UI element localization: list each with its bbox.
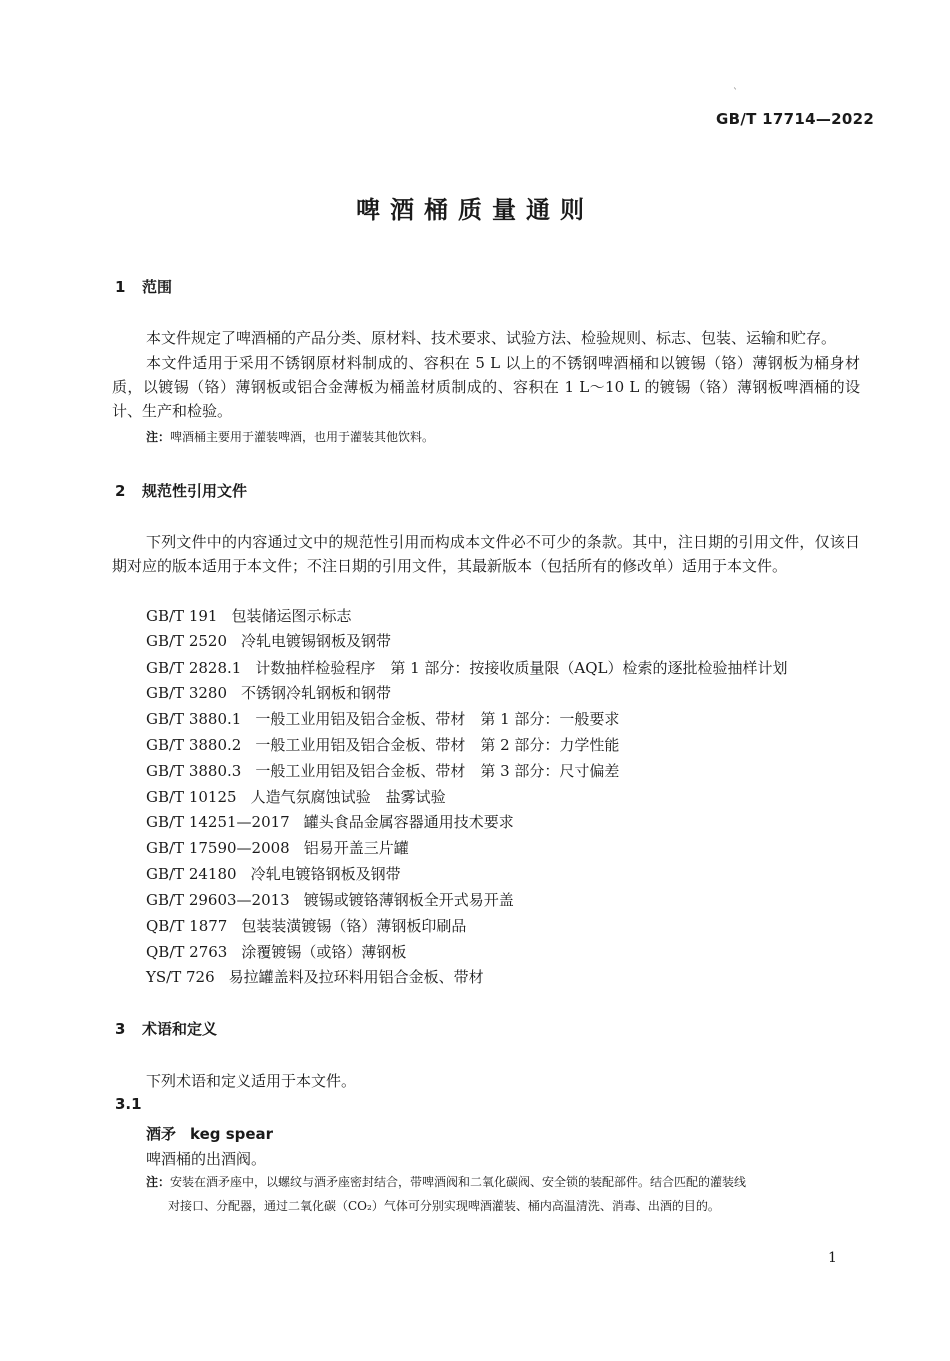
reference-item bbox=[146, 604, 351, 628]
reference-item bbox=[146, 940, 406, 964]
note-label: 注： bbox=[146, 430, 171, 444]
reference-item bbox=[146, 810, 514, 834]
reference-item bbox=[146, 759, 619, 783]
reference-title: 计数抽样检验程序 第 1 部分：按接收质量限（AQL）检索的逐批检验抽样计划 bbox=[255, 659, 788, 677]
reference-item bbox=[146, 629, 391, 653]
scope-paragraph-1: 本文件规定了啤酒桶的产品分类、原材料、技术要求、试验方法、检验规则、标志、包装、运输和贮存。 bbox=[146, 329, 837, 347]
reference-item bbox=[146, 681, 391, 705]
note-text: 啤酒桶主要用于灌装啤酒，也用于灌装其他饮料。 bbox=[170, 430, 435, 444]
reference-item bbox=[146, 888, 514, 912]
reference-title: 罐头食品金属容器通用技术要求 bbox=[303, 813, 514, 831]
reference-code: GB/T 191 bbox=[146, 607, 218, 625]
section-number: 1 bbox=[115, 278, 126, 296]
reference-title: 一般工业用铝及铝合金板、带材 第 1 部分：一般要求 bbox=[255, 710, 620, 728]
reference-code: GB/T 10125 bbox=[146, 788, 237, 806]
reference-title: 不锈钢冷轧钢板和钢带 bbox=[241, 684, 392, 702]
term-english: keg spear bbox=[190, 1125, 274, 1143]
reference-code: QB/T 1877 bbox=[146, 917, 228, 935]
term-chinese: 酒矛 bbox=[146, 1125, 177, 1143]
reference-code: YS/T 726 bbox=[146, 968, 215, 986]
reference-code: GB/T 2520 bbox=[146, 632, 228, 650]
reference-code: GB/T 24180 bbox=[146, 865, 237, 883]
note-label: 注： bbox=[146, 1175, 171, 1189]
reference-item bbox=[146, 707, 619, 731]
page-number: 1 bbox=[828, 1250, 837, 1266]
reference-title: 包装装潢镀锡（铬）薄钢板印刷品 bbox=[241, 917, 467, 935]
reference-item bbox=[146, 785, 446, 809]
reference-item bbox=[146, 965, 484, 989]
document-title: 啤酒桶质量通则 bbox=[356, 196, 594, 224]
term-entry bbox=[146, 1123, 273, 1144]
reference-item bbox=[146, 733, 619, 757]
reference-item bbox=[146, 836, 409, 860]
reference-title: 涂覆镀锡（或铬）薄钢板 bbox=[241, 943, 407, 961]
reference-title: 镀锡或镀铬薄钢板全开式易开盖 bbox=[303, 891, 514, 909]
scope-paragraph-2: 本文件适用于采用不锈钢原材料制成的、容积在 5 L 以上的不锈钢啤酒桶和以镀锡（铬）薄钢板为桶身材质，以镀锡（铬）薄钢板或铝合金薄板为桶盖材质制成的、容积在 1 L～10 L 的镀锡（铬）薄钢板啤酒桶的设计、生产和检验。 bbox=[112, 354, 860, 420]
reference-code: GB/T 17590—2008 bbox=[146, 839, 290, 857]
term-note-line-1 bbox=[146, 1169, 746, 1195]
section-3-heading bbox=[115, 1018, 217, 1039]
reference-title: 冷轧电镀锡钢板及钢带 bbox=[241, 632, 392, 650]
standard-number: GB/T 17714—2022 bbox=[716, 110, 875, 128]
section-title: 规范性引用文件 bbox=[142, 482, 248, 500]
reference-item bbox=[146, 914, 466, 938]
term-note-line-2: 对接口、分配器，通过二氧化碳（CO₂）气体可分别实现啤酒灌装、桶内高温清洗、消毒、出酒的目的。 bbox=[168, 1199, 720, 1213]
terms-intro: 下列术语和定义适用于本文件。 bbox=[146, 1072, 357, 1090]
reference-title: 一般工业用铝及铝合金板、带材 第 2 部分：力学性能 bbox=[255, 736, 620, 754]
reference-code: GB/T 29603—2013 bbox=[146, 891, 290, 909]
section-number: 2 bbox=[115, 482, 126, 500]
reference-code: GB/T 3880.3 bbox=[146, 762, 242, 780]
reference-code: GB/T 3280 bbox=[146, 684, 228, 702]
section-2-heading bbox=[115, 480, 247, 501]
reference-title: 铝易开盖三片罐 bbox=[303, 839, 409, 857]
scope-note bbox=[146, 424, 434, 450]
reference-title: 人造气氛腐蚀试验 盐雾试验 bbox=[250, 788, 446, 806]
reference-title: 易拉罐盖料及拉环料用铝合金板、带材 bbox=[228, 968, 484, 986]
section-title: 术语和定义 bbox=[142, 1020, 218, 1038]
reference-item bbox=[146, 656, 788, 680]
reference-title: 包装储运图示标志 bbox=[231, 607, 352, 625]
term-definition: 啤酒桶的出酒阀。 bbox=[146, 1150, 267, 1168]
section-title: 范围 bbox=[142, 278, 173, 296]
reference-item bbox=[146, 862, 401, 886]
reference-title: 一般工业用铝及铝合金板、带材 第 3 部分：尺寸偏差 bbox=[255, 762, 620, 780]
reference-code: GB/T 3880.2 bbox=[146, 736, 242, 754]
section-number: 3 bbox=[115, 1020, 126, 1038]
reference-code: GB/T 3880.1 bbox=[146, 710, 242, 728]
reference-code: GB/T 14251—2017 bbox=[146, 813, 290, 831]
reference-code: GB/T 2828.1 bbox=[146, 659, 242, 677]
reference-title: 冷轧电镀铬钢板及钢带 bbox=[250, 865, 401, 883]
reference-code: QB/T 2763 bbox=[146, 943, 228, 961]
references-intro: 下列文件中的内容通过文中的规范性引用而构成本文件必不可少的条款。其中，注日期的引用文件，仅该日期对应的版本适用于本文件；不注日期的引用文件，其最新版本（包括所有的修改单）适用于本文件。 bbox=[112, 533, 860, 575]
term-number: 3.1 bbox=[115, 1095, 142, 1113]
scan-mark: ` bbox=[733, 88, 738, 99]
section-1-heading bbox=[115, 276, 172, 297]
note-text: 安装在酒矛座中，以螺纹与酒矛座密封结合，带啤酒阀和二氧化碳阀、安全锁的装配部件。结合匹配的灌装线 bbox=[170, 1175, 747, 1189]
